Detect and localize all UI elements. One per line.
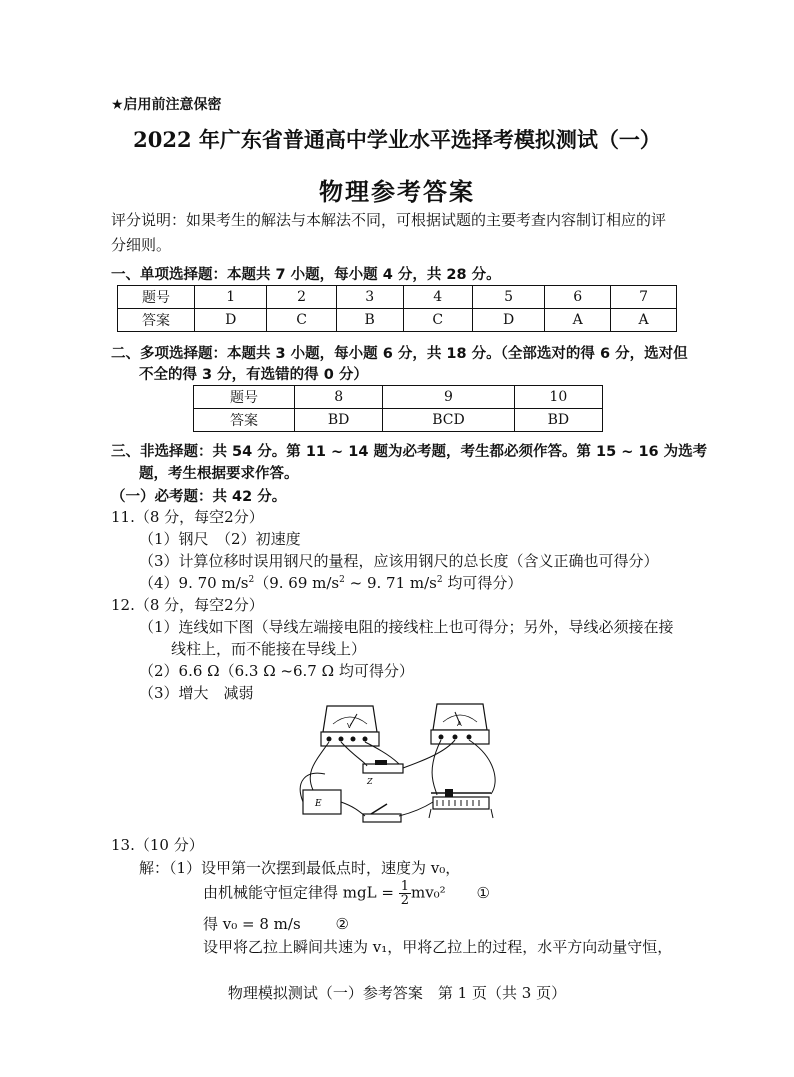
q12-answer-2: （2）6.6 Ω（6.3 Ω ~6.7 Ω 均可得分）	[139, 662, 414, 680]
scoring-note-line1: 评分说明：如果考生的解法与本解法不同，可根据试题的主要考查内容制订相应的评	[111, 211, 667, 229]
table-cell: BD	[295, 409, 383, 432]
rheostat	[429, 789, 493, 818]
page-subtitle: 物理参考答案	[319, 177, 475, 206]
table-row-answers	[194, 409, 603, 432]
table-cell: C	[403, 309, 472, 332]
required-questions-heading: （一）必考题：共 42 分。	[111, 489, 287, 505]
table-cell: A	[611, 309, 677, 332]
q13-line3	[203, 913, 349, 934]
row-label-answer: 答案	[194, 409, 295, 432]
q13-line2-prefix: 由机械能守恒定律得 mgL =	[203, 883, 394, 902]
q12-head: 12.（8 分，每空2分）	[111, 596, 264, 614]
equation-marker-1: ①	[476, 883, 490, 902]
q11-answer-3: （3）计算位移时误用钢尺的量程，应该用钢尺的总长度（含义正确也可得分）	[139, 552, 659, 570]
q11-a4-suffix: 均可得分）	[442, 574, 523, 592]
table-cell: 2	[267, 286, 336, 309]
q13-head: 13.（10 分）	[111, 836, 204, 854]
q11-a4-mid1: （9. 69 m/s	[254, 574, 340, 592]
table-cell: 8	[295, 386, 383, 409]
q11-answer-4	[139, 572, 522, 593]
voltmeter-label: V	[347, 722, 352, 730]
exam-title: 2022 年广东省普通高中学业水平选择考模拟测试（一）	[133, 127, 661, 152]
q11-a4-exp2: 2	[339, 575, 345, 585]
battery-e	[303, 790, 341, 814]
row-label-number: 题号	[194, 386, 295, 409]
table-cell: 3	[336, 286, 403, 309]
scoring-note-line2: 分细则。	[111, 236, 172, 254]
page-footer: 物理模拟测试（一）参考答案 第 1 页（共 3 页）	[227, 984, 567, 1002]
table-cell: B	[336, 309, 403, 332]
fraction-numerator: 1	[400, 879, 409, 894]
ammeter	[431, 704, 489, 744]
q11-a4-exp1: 2	[248, 575, 255, 585]
battery-label: E	[315, 799, 322, 809]
table-cell: 7	[611, 286, 677, 309]
circuit-diagram	[295, 702, 515, 830]
table-cell: BCD	[383, 409, 514, 432]
voltmeter	[321, 706, 379, 746]
row-label-answer: 答案	[118, 309, 195, 332]
q13-line4: 设甲将乙拉上瞬间共速为 v₁，甲将乙拉上的过程，水平方向动量守恒，	[203, 938, 673, 956]
table-cell: 6	[545, 286, 611, 309]
fraction-denominator: 2	[400, 893, 409, 908]
equation-marker-2: ②	[335, 915, 349, 933]
section2-heading-line1: 二、多项选择题：本题共 3 小题，每小题 6 分，共 18 分。（全部选对的得 6 分，选对但	[111, 346, 688, 362]
table-cell: C	[267, 309, 336, 332]
multiple-choice-answer-table	[193, 385, 603, 432]
table-row-numbers	[194, 386, 603, 409]
q13-line2	[203, 880, 490, 907]
q12-answer-1-line1: （1）连线如下图（导线左端接电阻的接线柱上也可得分；另外，导线必须接在接	[139, 618, 674, 636]
q12-answer-3: （3）增大 减弱	[139, 684, 254, 702]
section3-heading-line1: 三、非选择题：共 54 分。第 11 ~ 14 题为必考题，考生都必须作答。第 15 ~ 16 为选考	[111, 444, 708, 460]
table-cell: 9	[383, 386, 514, 409]
q13-fraction	[399, 880, 411, 907]
q13-line3-text: 得 v₀ = 8 m/s	[203, 915, 301, 933]
q11-a4-mid2: ~ 9. 71 m/s	[344, 574, 437, 592]
section1-heading: 一、单项选择题：本题共 7 小题，每小题 4 分，共 28 分。	[111, 267, 501, 283]
q12-answer-1-line2: 线柱上，而不能接在导线上）	[171, 640, 367, 658]
table-row-answers	[118, 309, 677, 332]
q13-line2-suffix: mv₀²	[410, 883, 446, 902]
q13-line1: 解：（1）设甲第一次摆到最低点时，速度为 v₀，	[139, 859, 461, 877]
q11-answer-1-2: （1）钢尺 （2）初速度	[139, 530, 301, 548]
confidential-label: ★启用前注意保密	[111, 97, 222, 113]
table-cell: D	[472, 309, 544, 332]
table-cell: 5	[472, 286, 544, 309]
resistor-label: Z	[367, 777, 373, 786]
section2-heading-line2: 不全的得 3 分，有选错的得 0 分）	[139, 367, 368, 383]
table-cell: 10	[514, 386, 602, 409]
switch	[363, 804, 401, 822]
q11-a4-exp3: 2	[436, 575, 443, 585]
table-cell: BD	[514, 409, 602, 432]
q11-head: 11.（8 分，每空2分）	[111, 508, 264, 526]
single-choice-answer-table	[117, 285, 677, 332]
table-cell: 1	[195, 286, 267, 309]
row-label-number: 题号	[118, 286, 195, 309]
resistor-z	[363, 760, 403, 786]
table-row-numbers	[118, 286, 677, 309]
table-cell: D	[195, 309, 267, 332]
ammeter-label: A	[457, 720, 462, 728]
q11-a4-prefix: （4）9. 70 m/s	[139, 574, 249, 592]
table-cell: A	[545, 309, 611, 332]
section3-heading-line2: 题，考生根据要求作答。	[139, 466, 299, 482]
table-cell: 4	[403, 286, 472, 309]
